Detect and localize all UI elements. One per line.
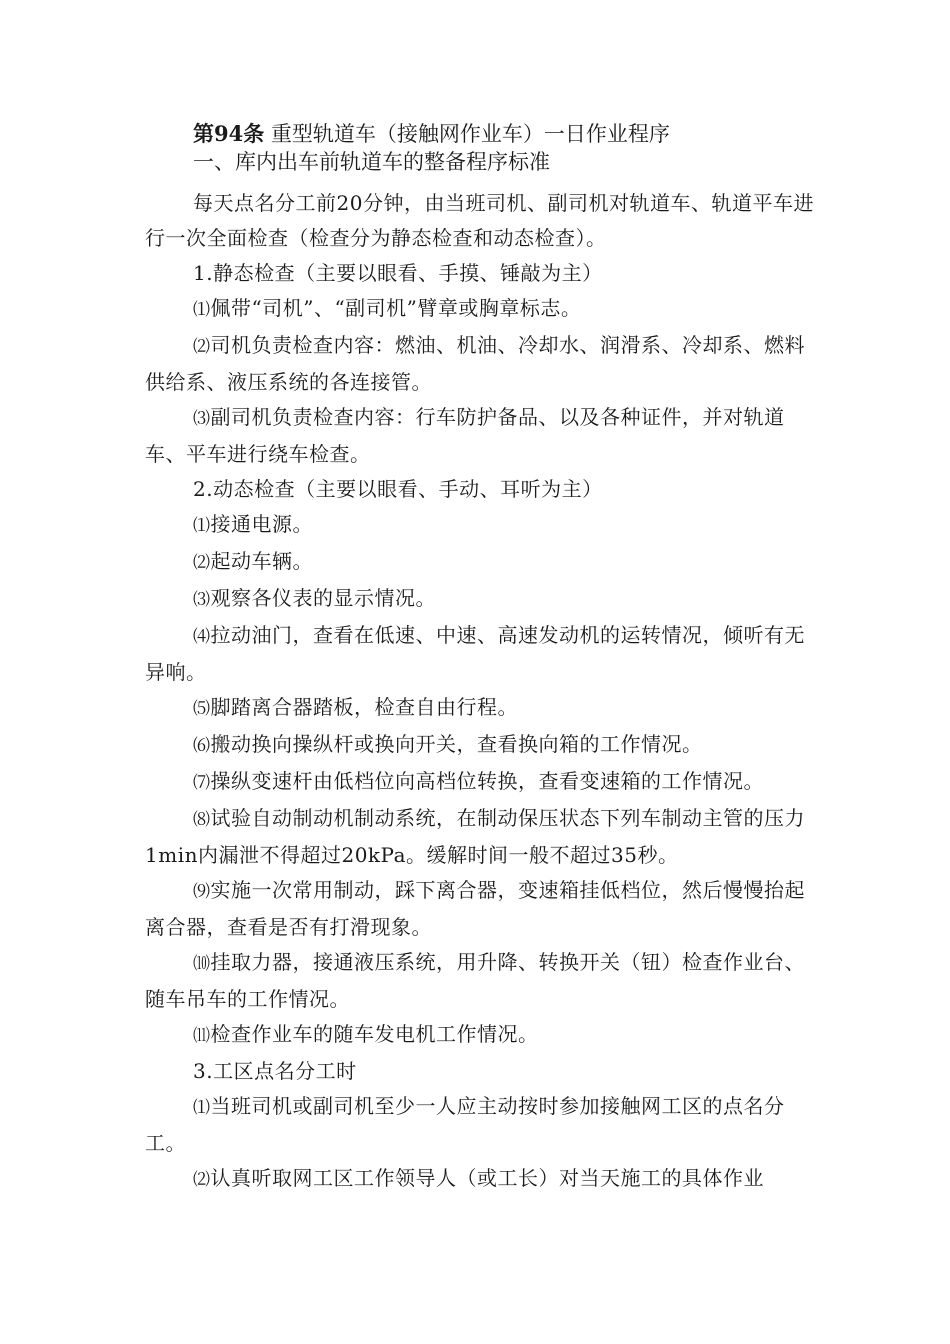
item-number: ⑸ [193,699,211,719]
item-number: ⑹ [193,736,211,756]
paragraph-text: 脚踏离合器踏板，检查自由行程。 [210,695,518,719]
paragraph-text: 操纵变速杆由低档位向高档位转换，查看变速箱的工作情况。 [210,769,764,793]
paragraph [145,507,820,544]
paragraph [145,581,820,618]
paragraph-text: 2.动态检查（主要以眼看、手动、耳听为主） [193,477,603,501]
item-number: ⑶ [193,590,211,610]
paragraph [145,1089,820,1161]
document-body [145,120,820,1198]
item-number: ⑷ [193,627,211,647]
paragraph-text: 司机负责检查内容：燃油、机油、冷却水、润滑系、冷却系、燃料供给系、液压系统的各连接管。 [145,333,805,394]
paragraph [145,1161,820,1198]
paragraph [145,764,820,801]
paragraph-text: 3.工区点名分工时 [193,1059,357,1083]
document-title [145,120,820,148]
paragraph [145,801,820,873]
item-number: ⑻ [193,810,211,830]
paragraph [145,618,820,690]
paragraph-text: 起动车辆。 [210,549,313,573]
paragraph-text: 挂取力器，接通液压系统，用升降、转换开关（钮）检查作业台、随车吊车的工作情况。 [145,950,805,1011]
article-number: 第94条 [193,121,265,146]
item-number: ⑴ [193,516,211,536]
paragraph [145,690,820,727]
paragraph-text: 搬动换向操纵杆或换向开关，查看换向箱的工作情况。 [210,732,703,756]
paragraph [145,1017,820,1054]
paragraph [145,256,820,291]
paragraph-text: 佩带“司机”、“副司机”臂章或胸章标志。 [210,296,582,320]
section-heading: 一、库内出车前轨道车的整备程序标准 [193,150,550,174]
paragraph-text: 当班司机或副司机至少一人应主动按时参加接触网工区的点名分工。 [145,1094,785,1155]
paragraph [145,1054,820,1089]
item-number: ⑴ [193,300,211,320]
paragraph-text: 接通电源。 [210,512,313,536]
paragraph [145,328,820,400]
paragraph-text: 拉动油门，查看在低速、中速、高速发动机的运转情况，倾听有无异响。 [145,623,805,684]
paragraph [145,186,820,256]
paragraph-text: 试验自动制动机制动系统，在制动保压状态下列车制动主管的压力1min内漏泄不得超过20kPa。缓解时间一般不超过35秒。 [145,806,805,867]
paragraph [145,291,820,328]
paragraph-text: 检查作业车的随车发电机工作情况。 [210,1022,539,1046]
title-text: 重型轨道车（接触网作业车）一日作业程序 [264,122,670,146]
item-number: ⑼ [193,882,211,902]
paragraph [145,544,820,581]
paragraph-text: 1.静态检查（主要以眼看、手摸、锤敲为主） [193,261,603,285]
paragraph-text: 副司机负责检查内容：行车防护备品、以及各种证件，并对轨道车、平车进行绕车检查。 [145,405,785,466]
paragraph [145,472,820,507]
paragraph-text: 认真听取网工区工作领导人（或工长）对当天施工的具体作业 [210,1166,764,1190]
item-number: ⑽ [193,954,211,974]
item-number: ⑵ [193,1170,211,1190]
item-number: ⑵ [193,553,211,573]
paragraph [145,727,820,764]
paragraph [145,400,820,472]
item-number: ⑶ [193,409,211,429]
paragraph [145,945,820,1017]
item-number: ⑵ [193,337,211,357]
paragraph-text: 实施一次常用制动，踩下离合器，变速箱挂低档位，然后慢慢抬起离合器，查看是否有打滑现象。 [145,878,805,939]
paragraph-text: 每天点名分工前20分钟，由当班司机、副司机对轨道车、轨道平车进行一次全面检查（检查分为静态检查和动态检查）。 [145,191,814,250]
item-number: ⑾ [193,1026,211,1046]
item-number: ⑴ [193,1098,211,1118]
item-number: ⑺ [193,773,211,793]
paragraph [145,873,820,945]
paragraph-text: 观察各仪表的显示情况。 [210,586,436,610]
